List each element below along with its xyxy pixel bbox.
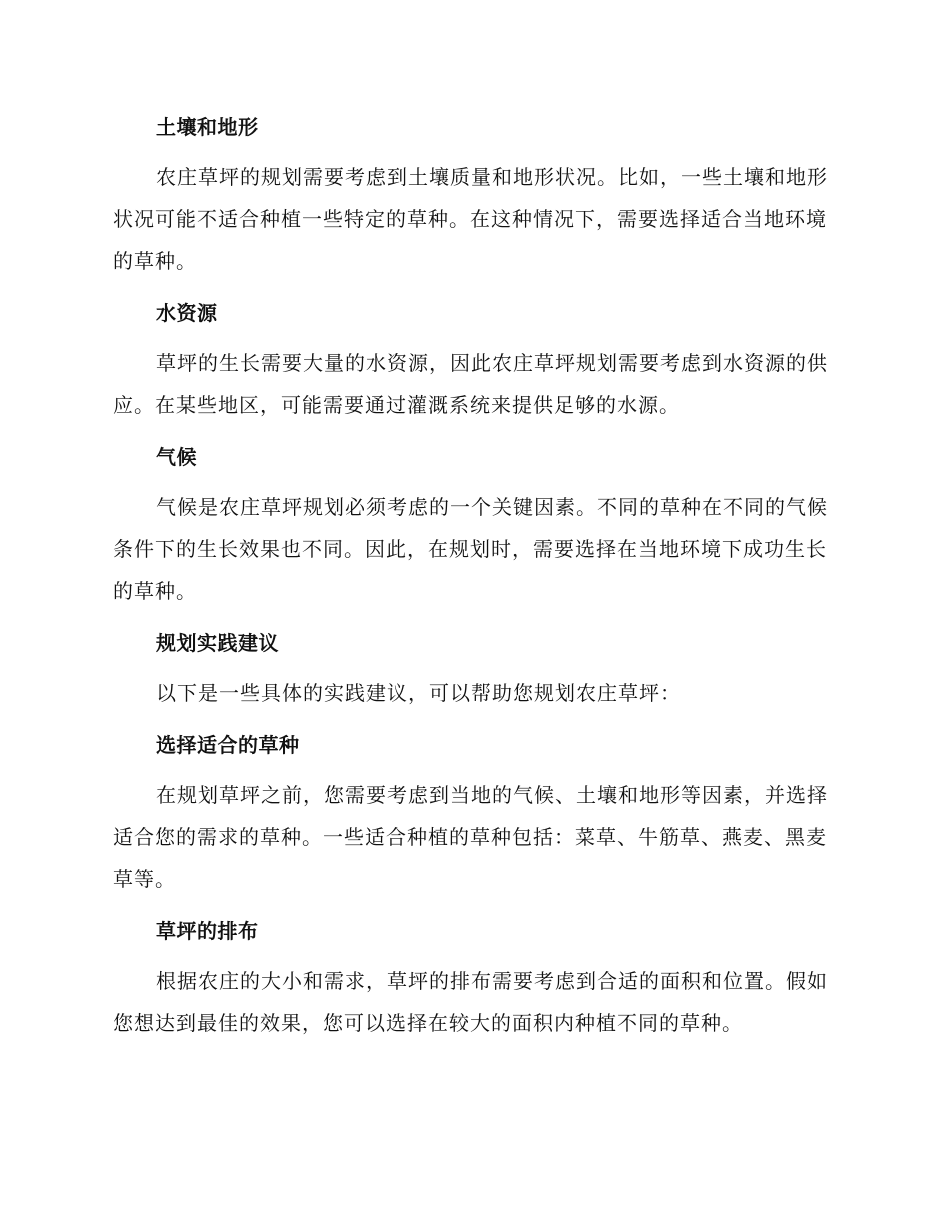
section-paragraph: 在规划草坪之前，您需要考虑到当地的气候、土壤和地形等因素，并选择适合您的需求的草种。一些适合种植的草种包括：菜草、牛筋草、燕麦、黑麦草等。 — [113, 783, 828, 891]
document-body — [113, 110, 829, 1058]
section-paragraph: 农庄草坪的规划需要考虑到土壤质量和地形状况。比如，一些土壤和地形状况可能不适合种植一些特定的草种。在这种情况下，需要选择适合当地环境的草种。 — [113, 165, 828, 273]
section-heading: 草坪的排布 — [156, 919, 259, 943]
section-heading: 选择适合的草种 — [156, 733, 300, 757]
section-paragraph: 草坪的生长需要大量的水资源，因此农庄草坪规划需要考虑到水资源的供应。在某些地区，可能需要通过灌溉系统来提供足够的水源。 — [113, 351, 828, 417]
section-paragraph: 以下是一些具体的实践建议，可以帮助您规划农庄草坪： — [156, 681, 681, 705]
section-soil-terrain — [113, 110, 829, 282]
section-water-resources — [113, 296, 829, 426]
section-lawn-layout — [113, 914, 829, 1044]
section-paragraph: 气候是农庄草坪规划必须考虑的一个关键因素。不同的草种在不同的气候条件下的生长效果也不同。因此，在规划时，需要选择在当地环境下成功生长的草种。 — [113, 495, 828, 603]
section-climate — [113, 440, 829, 612]
section-planning-advice — [113, 626, 829, 714]
section-choose-grass — [113, 728, 829, 900]
section-paragraph: 根据农庄的大小和需求，草坪的排布需要考虑到合适的面积和位置。假如您想达到最佳的效果，您可以选择在较大的面积内种植不同的草种。 — [113, 969, 828, 1035]
section-heading: 规划实践建议 — [156, 631, 279, 655]
section-heading: 土壤和地形 — [156, 115, 259, 139]
section-heading: 水资源 — [156, 301, 218, 325]
section-heading: 气候 — [156, 445, 197, 469]
